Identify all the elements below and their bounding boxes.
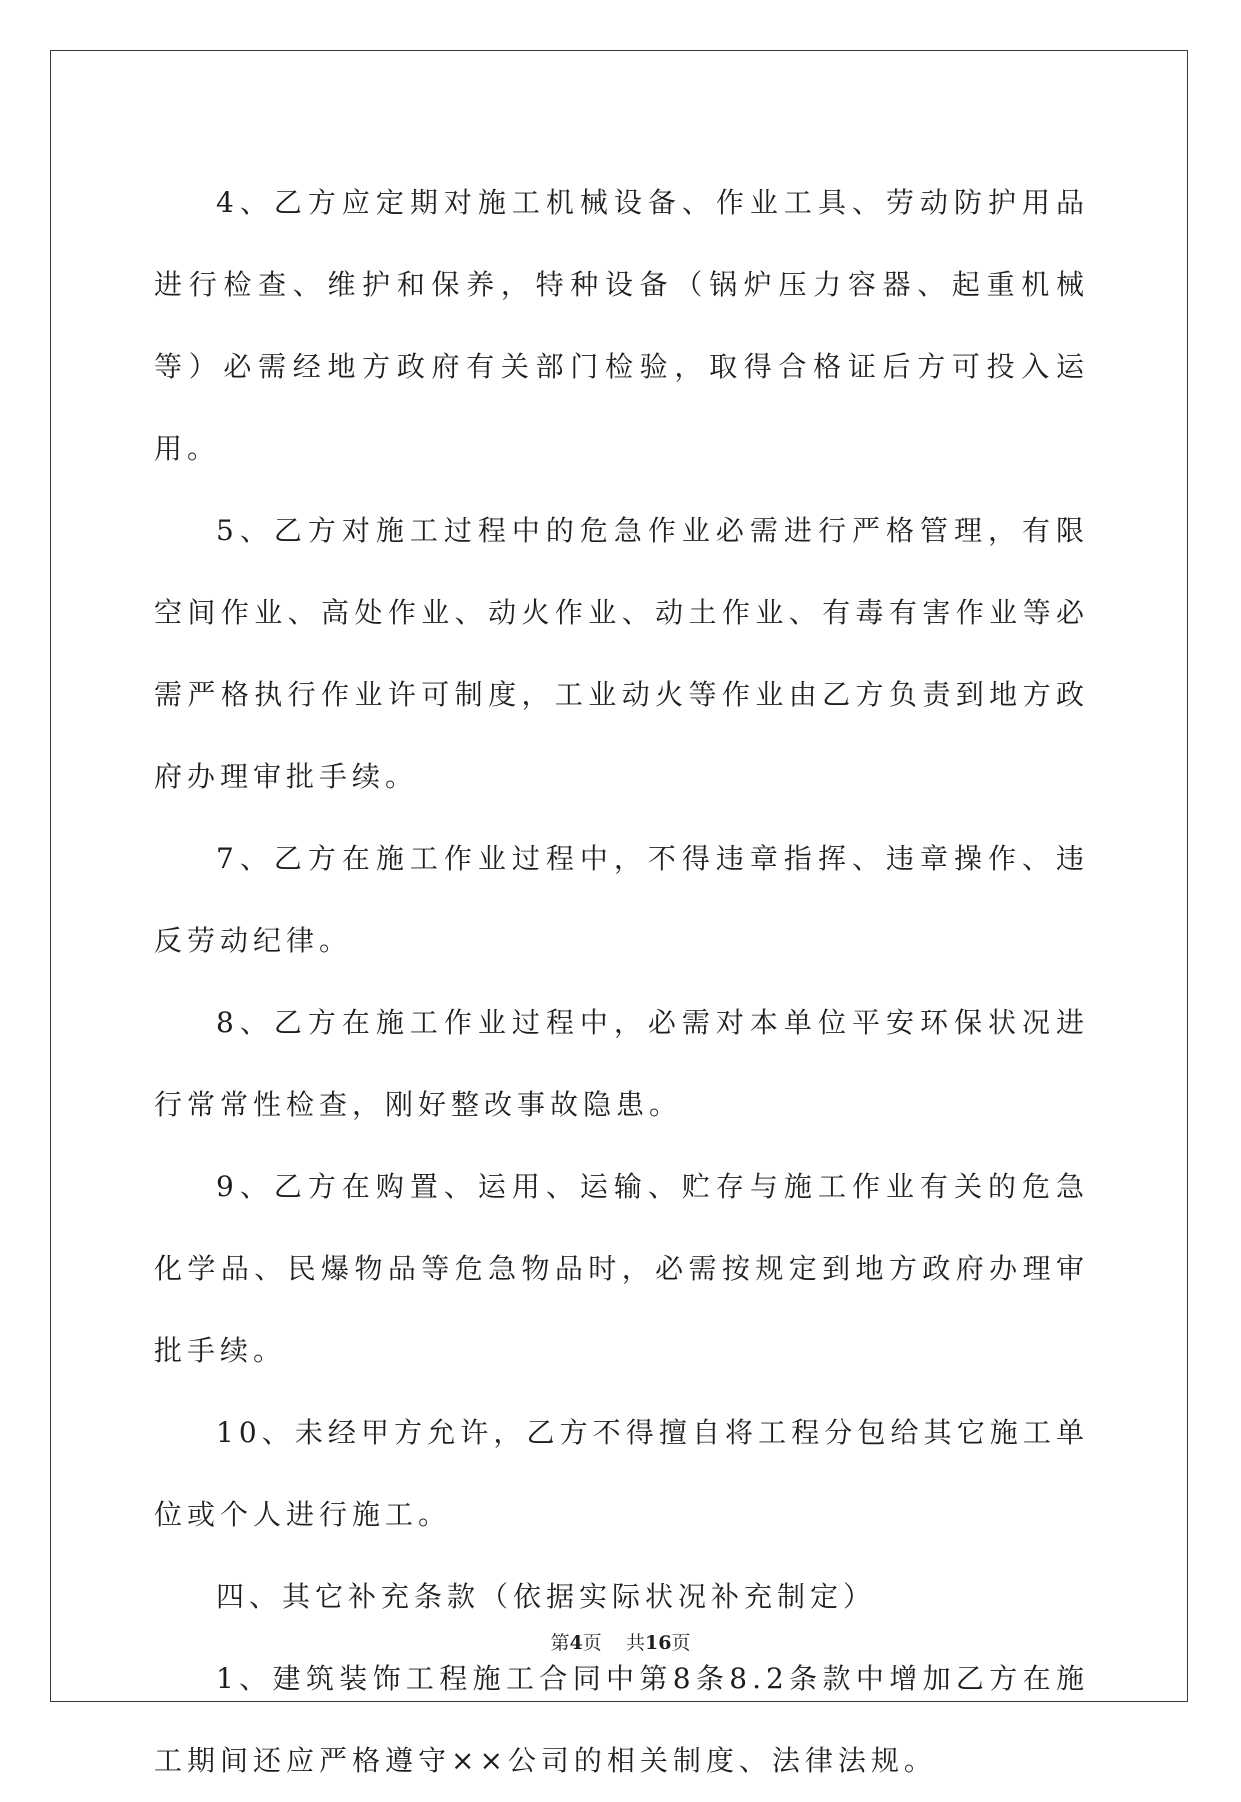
page-suffix: 页 <box>582 1632 602 1654</box>
paragraph-clause-4: 4、乙方应定期对施工机械设备、作业工具、劳动防护用品进行检查、维护和保养，特种设备（锅炉压力容器、起重机械等）必需经地方政府有关部门检验，取得合格证后方可投入运用。 <box>154 186 1089 465</box>
total-suffix: 页 <box>671 1632 691 1654</box>
document-body <box>154 162 1089 1802</box>
section-heading-4: 四、其它补充条款（依据实际状况补充制定） <box>216 1580 877 1613</box>
paragraph-clause-7: 7、乙方在施工作业过程中，不得违章指挥、违章操作、违反劳动纪律。 <box>154 842 1089 957</box>
paragraph-clause-9: 9、乙方在购置、运用、运输、贮存与施工作业有关的危急化学品、民爆物品等危急物品时，必需按规定到地方政府办理审批手续。 <box>154 1170 1089 1367</box>
paragraph-clause-8: 8、乙方在施工作业过程中，必需对本单位平安环保状况进行常常性检查，刚好整改事故隐患。 <box>154 1006 1089 1121</box>
page-footer <box>0 1628 1241 1655</box>
total-pages: 16 <box>644 1632 672 1654</box>
paragraph-clause-10: 10、未经甲方允许，乙方不得擅自将工程分包给其它施工单位或个人进行施工。 <box>154 1416 1089 1531</box>
paragraph-supplement-1: 1、建筑装饰工程施工合同中第8条8.2条款中增加乙方在施工期间还应严格遵守××公司的相关制度、法律法规。 <box>154 1662 1089 1777</box>
page-prefix: 第 <box>550 1632 570 1654</box>
paragraph-clause-5: 5、乙方对施工过程中的危急作业必需进行严格管理，有限空间作业、高处作业、动火作业、动土作业、有毒有害作业等必需严格执行作业许可制度，工业动火等作业由乙方负责到地方政府办理审批手续。 <box>154 514 1089 793</box>
page-number: 4 <box>569 1632 583 1654</box>
total-prefix: 共 <box>625 1632 645 1654</box>
